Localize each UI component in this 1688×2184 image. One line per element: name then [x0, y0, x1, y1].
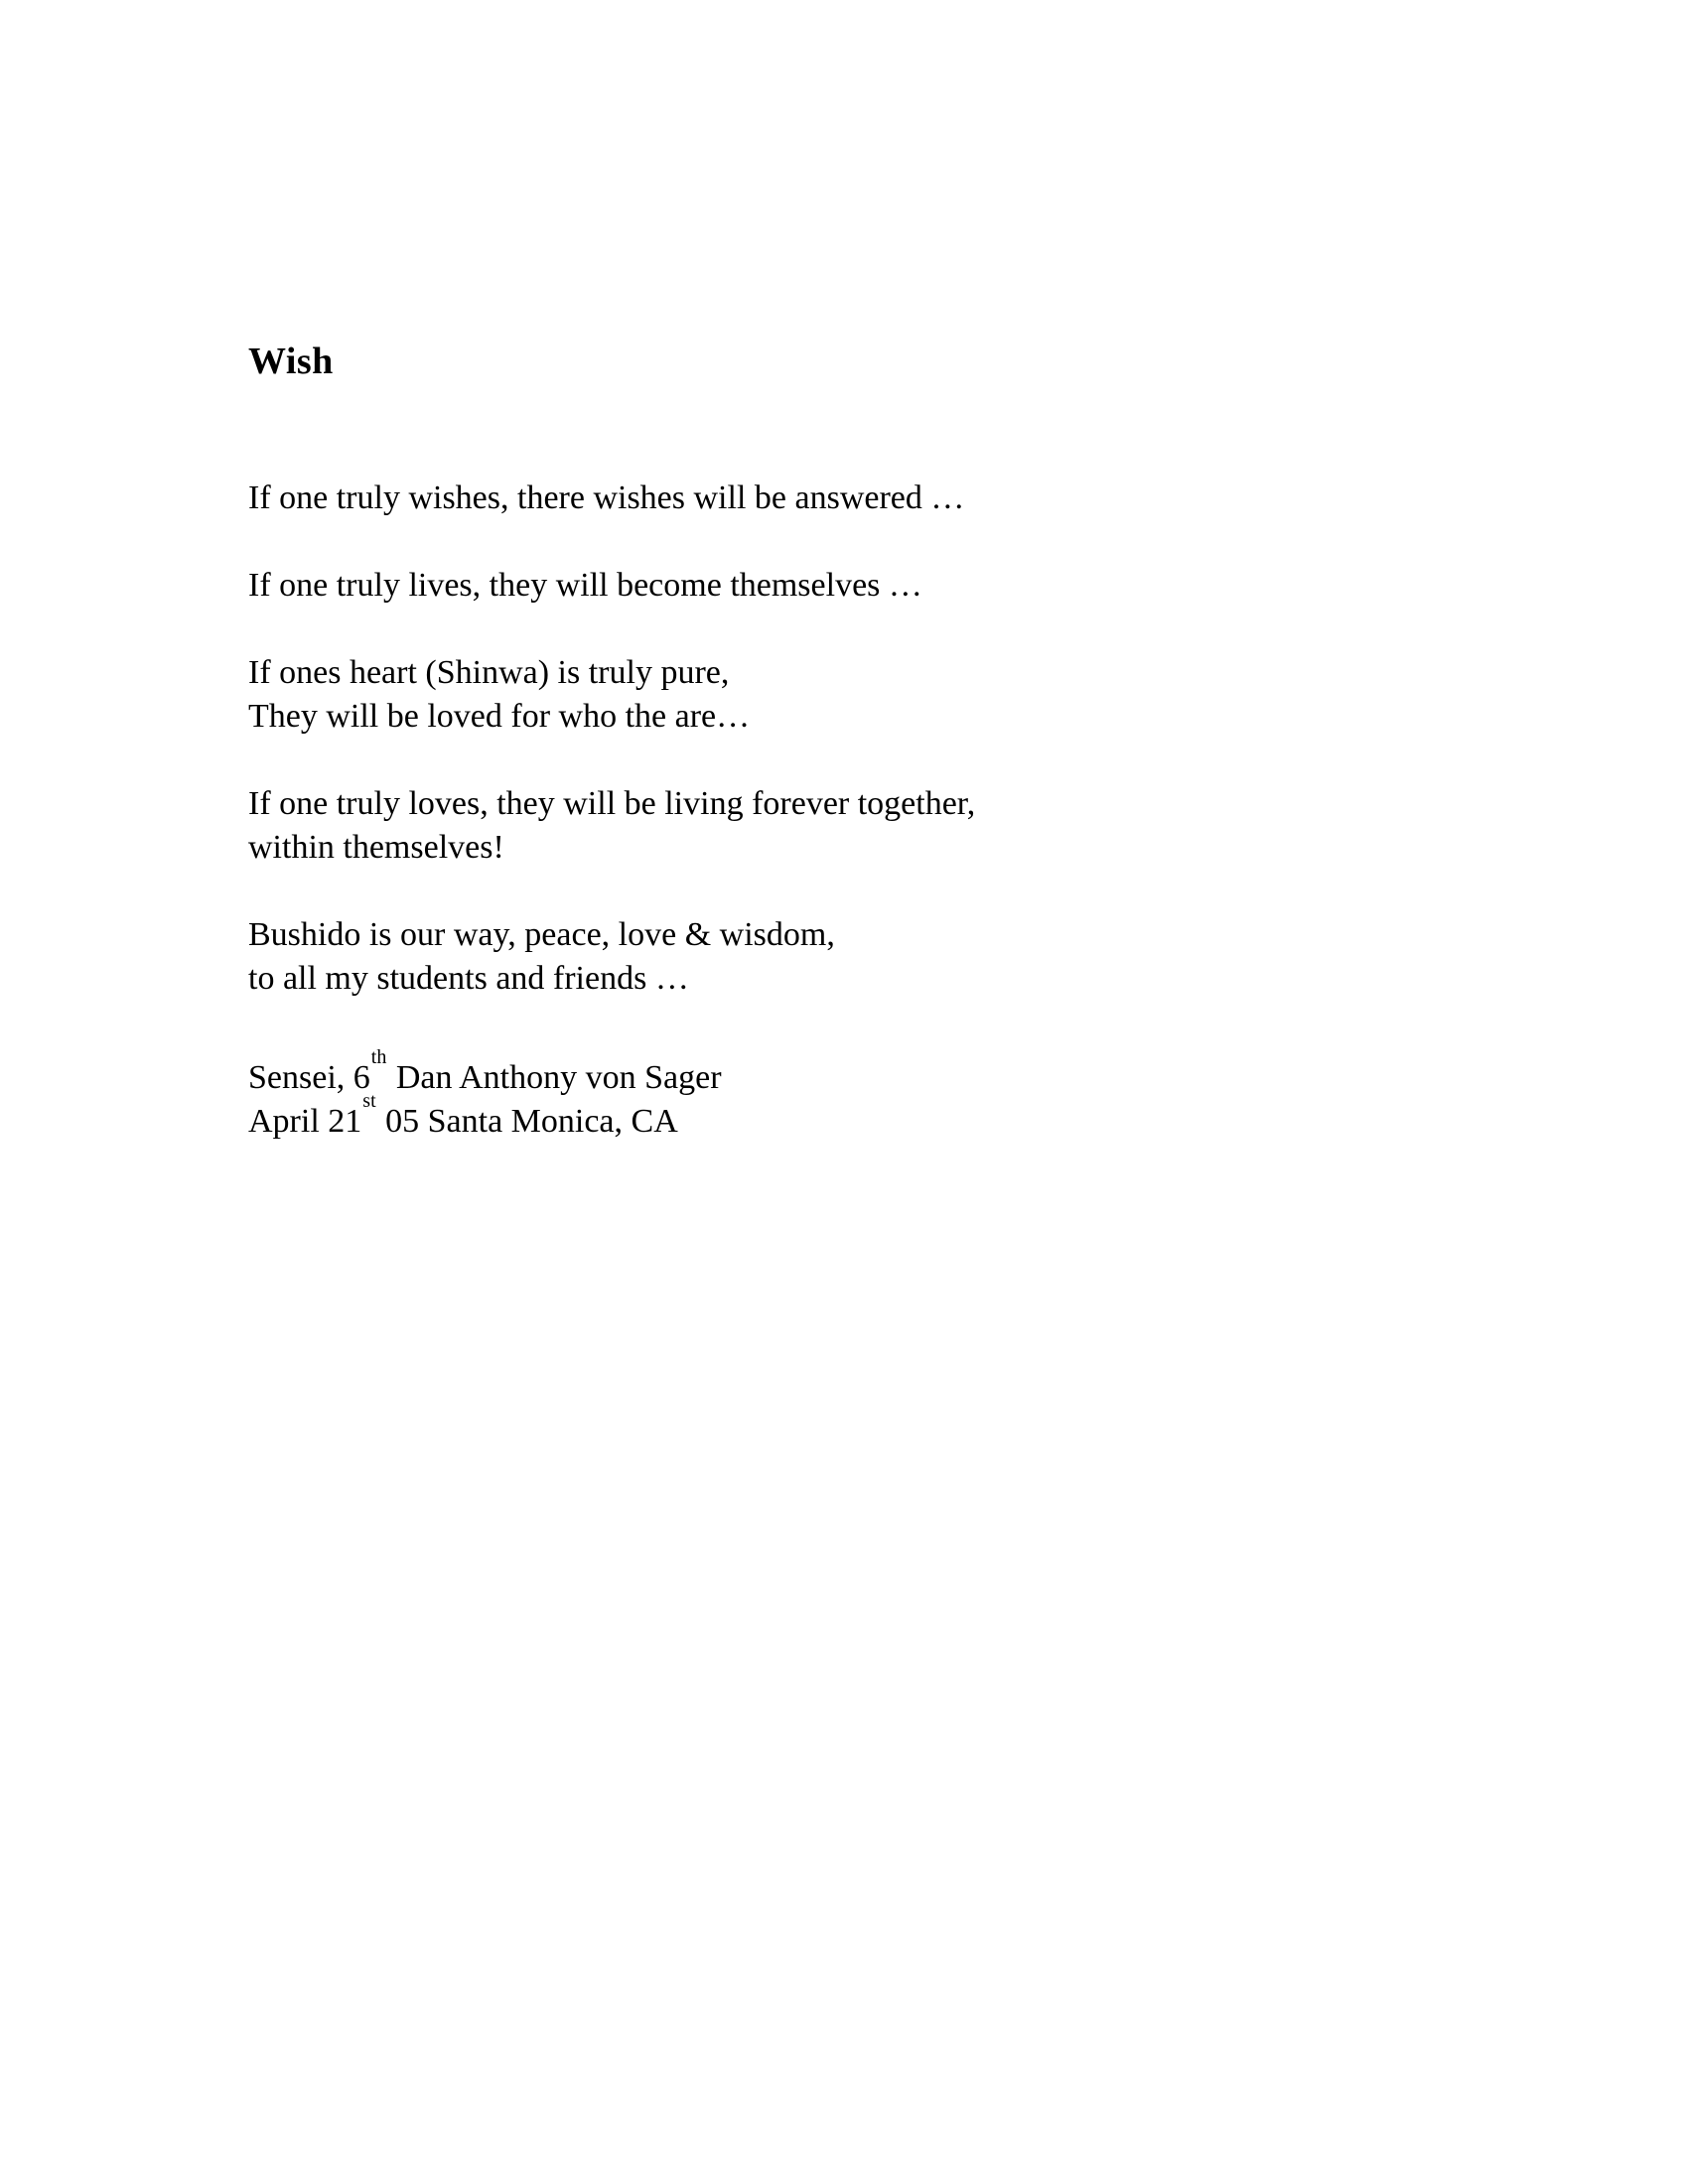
poem-stanza: [248, 651, 1440, 739]
poem-line: If one truly loves, they will be living forever together,: [248, 785, 976, 822]
poem-line: If ones heart (Shinwa) is truly pure,: [248, 654, 730, 691]
signature-date-post: 05 Santa Monica, CA: [376, 1103, 678, 1140]
signature-author-pre: Sensei, 6: [248, 1059, 370, 1096]
document-content: [248, 338, 1440, 1144]
poem-line: If one truly wishes, there wishes will be answered …: [248, 479, 965, 516]
poem-line: to all my students and friends …: [248, 960, 689, 997]
poem-line: within themselves!: [248, 829, 504, 866]
signature-block: [248, 1045, 1440, 1144]
page-title: Wish: [248, 341, 334, 382]
poem-stanza: [248, 782, 1440, 870]
signature-line-author: [248, 1045, 1440, 1100]
poem-line: If one truly lives, they will become themselves …: [248, 567, 922, 604]
signature-date-pre: April 21: [248, 1103, 362, 1140]
superscript-ordinal: st: [362, 1089, 376, 1112]
poem-stanza: [248, 564, 1440, 608]
signature-line-date: [248, 1089, 1440, 1144]
superscript-ordinal: th: [370, 1045, 387, 1068]
poem-line: They will be loved for who the are…: [248, 698, 751, 735]
poem-stanza: [248, 477, 1440, 520]
signature-author-post: Dan Anthony von Sager: [387, 1059, 722, 1096]
poem-stanza: [248, 913, 1440, 1001]
poem-line: Bushido is our way, peace, love & wisdom,: [248, 916, 835, 953]
